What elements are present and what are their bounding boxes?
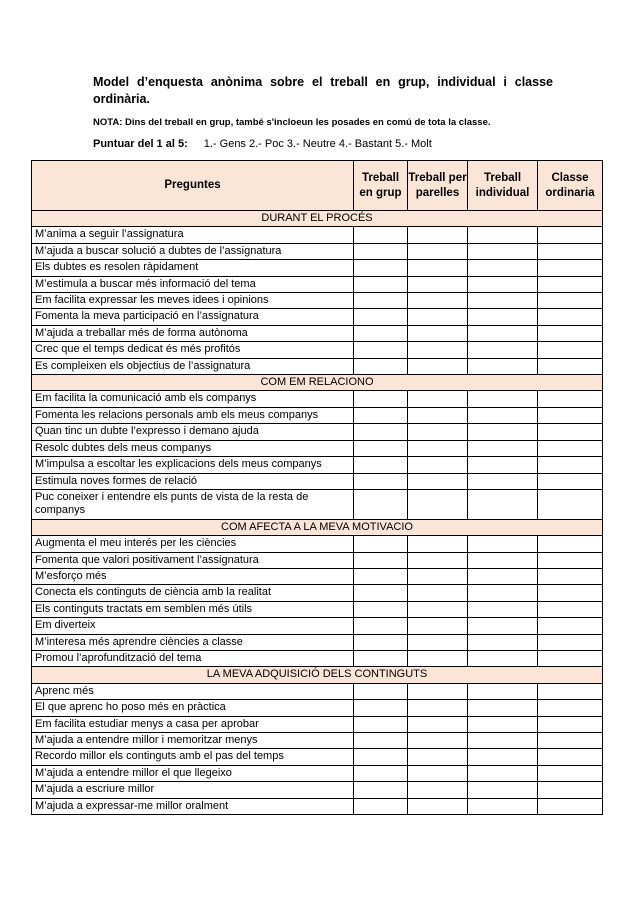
question-text: Fomenta les relacions personals amb els meus companys [32,407,354,423]
question-row [32,325,603,341]
rating-cell[interactable] [538,568,603,584]
rating-cell[interactable] [468,733,538,749]
rating-cell[interactable] [408,601,468,617]
table-header-row [32,161,603,211]
rating-cell[interactable] [408,749,468,765]
document-title: Model d’enquesta anònima sobre el treball en grup, individual i classe ordinària. [93,75,553,106]
rating-cell[interactable] [538,749,603,765]
note-text: NOTA: Dins del treball en grup, també s'incloeun les posades en comú de tota la classe. [93,117,491,128]
question-text: M’impulsa a escoltar les explicacions dels meus companys [32,457,354,473]
rating-cell[interactable] [408,473,468,489]
rating-cell[interactable] [538,260,603,276]
rating-cell[interactable] [468,634,538,650]
rating-cell[interactable] [538,700,603,716]
question-row [32,716,603,732]
section-header-row [32,667,603,683]
question-text: El que aprenc ho poso més en pràctica [32,700,354,716]
rating-cell[interactable] [538,440,603,456]
question-text: Els dubtes es resolen ràpidament [32,260,354,276]
question-text: Promou l’aprofundització del tema [32,650,354,666]
question-row [32,424,603,440]
rating-cell[interactable] [538,765,603,781]
column-header: Classe ordinaria [538,161,603,211]
rating-cell[interactable] [538,424,603,440]
rating-cell[interactable] [538,342,603,358]
question-text: Crec que el temps dedicat és més profitós [32,342,354,358]
question-text: M’ajuda a treballar més de forma autònoma [32,325,354,341]
rating-cell[interactable] [538,650,603,666]
rating-cell[interactable] [538,733,603,749]
rating-cell[interactable] [468,260,538,276]
rating-cell[interactable] [354,243,408,259]
rating-cell[interactable] [354,749,408,765]
rating-cell[interactable] [468,391,538,407]
rating-cell[interactable] [468,473,538,489]
rating-cell[interactable] [538,473,603,489]
question-text: M’ajuda a buscar solució a dubtes de l’assignatura [32,243,354,259]
rating-cell[interactable] [468,407,538,423]
rating-cell[interactable] [538,601,603,617]
rating-cell[interactable] [354,601,408,617]
rating-cell[interactable] [408,552,468,568]
rating-cell[interactable] [538,536,603,552]
question-row [32,634,603,650]
rating-cell[interactable] [468,536,538,552]
rating-cell[interactable] [468,716,538,732]
rating-cell[interactable] [408,457,468,473]
rating-cell[interactable] [408,325,468,341]
rating-cell[interactable] [538,358,603,374]
rating-cell[interactable] [468,489,538,519]
rating-cell[interactable] [354,568,408,584]
rating-cell[interactable] [468,601,538,617]
question-text: M’ajuda a entendre millor i memoritzar menys [32,733,354,749]
rating-cell[interactable] [468,683,538,699]
rating-cell[interactable] [538,618,603,634]
rating-cell[interactable] [408,618,468,634]
question-text: Em facilita expressar les meves idees i opinions [32,293,354,309]
rating-cell[interactable] [354,716,408,732]
rating-cell[interactable] [354,391,408,407]
question-text: Els continguts tractats em semblen més útils [32,601,354,617]
rating-cell[interactable] [468,749,538,765]
rating-cell[interactable] [354,733,408,749]
section-title: COM AFECTA A LA MEVA MOTIVACIO [32,519,603,535]
rating-cell[interactable] [538,309,603,325]
rating-cell[interactable] [538,293,603,309]
rating-cell[interactable] [538,716,603,732]
rating-cell[interactable] [408,798,468,814]
rating-cell[interactable] [538,391,603,407]
question-text: Puc coneixer i entendre els punts de vista de la resta de companys [32,489,354,519]
rating-cell[interactable] [468,309,538,325]
question-text: M’ajuda a entendre millor el que llegeixo [32,765,354,781]
question-row [32,309,603,325]
rating-cell[interactable] [408,650,468,666]
rating-cell[interactable] [538,407,603,423]
question-text: Conecta els continguts de ciència amb la realitat [32,585,354,601]
column-header: Treball per parelles [408,161,468,211]
question-text: M’ajuda a escriure millor [32,782,354,798]
rating-cell[interactable] [354,536,408,552]
question-text: M’ajuda a expressar-me millor oralment [32,798,354,814]
question-row [32,243,603,259]
rating-cell[interactable] [538,227,603,243]
rating-cell[interactable] [354,650,408,666]
question-row [32,536,603,552]
rating-cell[interactable] [354,325,408,341]
rating-cell[interactable] [354,440,408,456]
rating-cell[interactable] [408,782,468,798]
column-header: Treball en grup [354,161,408,211]
rating-cell[interactable] [408,489,468,519]
rating-cell[interactable] [468,358,538,374]
rating-cell[interactable] [408,424,468,440]
question-row [32,358,603,374]
question-text: M’anima a seguir l’assignatura [32,227,354,243]
question-text: Recordo millor els continguts amb el pas del temps [32,749,354,765]
question-text: M’interesa més aprendre ciències a classe [32,634,354,650]
rating-cell[interactable] [354,618,408,634]
question-text: M’esforço més [32,568,354,584]
section-title: DURANT EL PROCÉS [32,211,603,227]
scale-legend [93,137,553,151]
rating-cell[interactable] [468,440,538,456]
rating-cell[interactable] [354,700,408,716]
rating-cell[interactable] [468,227,538,243]
rating-cell[interactable] [408,440,468,456]
rating-cell[interactable] [354,457,408,473]
question-row [32,407,603,423]
section-header-row [32,375,603,391]
rating-cell[interactable] [468,342,538,358]
question-row [32,650,603,666]
rating-cell[interactable] [468,700,538,716]
question-row [32,733,603,749]
rating-cell[interactable] [408,716,468,732]
rating-cell[interactable] [468,798,538,814]
question-text: Fomenta que valori positivament l’assignatura [32,552,354,568]
rating-cell[interactable] [354,260,408,276]
rating-cell[interactable] [408,536,468,552]
question-text: Fomenta la meva participació en l’assignatura [32,309,354,325]
rating-cell[interactable] [354,227,408,243]
question-row [32,568,603,584]
rating-cell[interactable] [354,358,408,374]
rating-cell[interactable] [468,457,538,473]
rating-cell[interactable] [538,276,603,292]
rating-cell[interactable] [354,798,408,814]
scale-label: Puntuar del 1 al 5: [93,138,188,150]
rating-cell[interactable] [408,585,468,601]
table-body [32,211,603,815]
rating-cell[interactable] [354,293,408,309]
question-row [32,440,603,456]
section-title: LA MEVA ADQUISICIÓ DELS CONTINGUTS [32,667,603,683]
rating-cell[interactable] [408,276,468,292]
rating-cell[interactable] [538,325,603,341]
rating-cell[interactable] [408,260,468,276]
question-row [32,391,603,407]
rating-cell[interactable] [354,765,408,781]
question-row [32,700,603,716]
rating-cell[interactable] [354,782,408,798]
rating-cell[interactable] [354,634,408,650]
question-text: Es compleixen els objectius de l’assignatura [32,358,354,374]
rating-cell[interactable] [468,325,538,341]
question-row [32,618,603,634]
question-text: M’estimula a buscar més informació del tema [32,276,354,292]
question-row [32,489,603,519]
question-row [32,276,603,292]
rating-cell[interactable] [538,634,603,650]
rating-cell[interactable] [538,552,603,568]
rating-cell[interactable] [354,342,408,358]
question-text: Em facilita estudiar menys a casa per aprobar [32,716,354,732]
rating-cell[interactable] [408,700,468,716]
question-text: Augmenta el meu interés per les ciències [32,536,354,552]
rating-cell[interactable] [354,407,408,423]
question-text: Aprenc més [32,683,354,699]
question-row [32,683,603,699]
rating-cell[interactable] [354,309,408,325]
rating-cell[interactable] [468,293,538,309]
rating-cell[interactable] [468,782,538,798]
rating-cell[interactable] [538,798,603,814]
question-row [32,260,603,276]
question-row [32,749,603,765]
rating-cell[interactable] [538,489,603,519]
question-row [32,293,603,309]
rating-cell[interactable] [408,227,468,243]
survey-table [31,160,603,815]
rating-cell[interactable] [538,782,603,798]
section-title: COM EM RELACIONO [32,375,603,391]
column-header: Preguntes [32,161,354,211]
question-row [32,798,603,814]
rating-cell[interactable] [468,276,538,292]
question-text: Quan tinc un dubte l’expresso i demano ajuda [32,424,354,440]
rating-cell[interactable] [468,585,538,601]
rating-cell[interactable] [468,765,538,781]
rating-cell[interactable] [408,407,468,423]
rating-cell[interactable] [354,424,408,440]
question-row [32,552,603,568]
column-header: Treball individual [468,161,538,211]
rating-cell[interactable] [354,489,408,519]
rating-cell[interactable] [468,552,538,568]
question-text: Em facilita la comunicació amb els companys [32,391,354,407]
rating-cell[interactable] [354,473,408,489]
rating-cell[interactable] [468,243,538,259]
scale-values: 1.- Gens 2.- Poc 3.- Neutre 4.- Bastant 5.- Molt [203,138,432,150]
question-text: Resolc dubtes dels meus companys [32,440,354,456]
rating-cell[interactable] [408,733,468,749]
question-row [32,782,603,798]
rating-cell[interactable] [538,585,603,601]
rating-cell[interactable] [468,650,538,666]
rating-cell[interactable] [408,293,468,309]
rating-cell[interactable] [408,391,468,407]
rating-cell[interactable] [408,765,468,781]
rating-cell[interactable] [408,358,468,374]
question-text: Em diverteix [32,618,354,634]
rating-cell[interactable] [354,552,408,568]
rating-cell[interactable] [538,683,603,699]
rating-cell[interactable] [354,683,408,699]
rating-cell[interactable] [354,585,408,601]
question-row [32,601,603,617]
rating-cell[interactable] [468,618,538,634]
question-row [32,227,603,243]
section-header-row [32,211,603,227]
rating-cell[interactable] [408,243,468,259]
rating-cell[interactable] [354,276,408,292]
rating-cell[interactable] [408,342,468,358]
rating-cell[interactable] [538,243,603,259]
rating-cell[interactable] [408,309,468,325]
rating-cell[interactable] [538,457,603,473]
question-row [32,765,603,781]
question-row [32,473,603,489]
rating-cell[interactable] [408,634,468,650]
rating-cell[interactable] [408,568,468,584]
question-row [32,585,603,601]
question-row [32,457,603,473]
rating-cell[interactable] [468,424,538,440]
question-row [32,342,603,358]
section-header-row [32,519,603,535]
rating-cell[interactable] [408,683,468,699]
question-text: Estimula noves formes de relació [32,473,354,489]
rating-cell[interactable] [468,568,538,584]
